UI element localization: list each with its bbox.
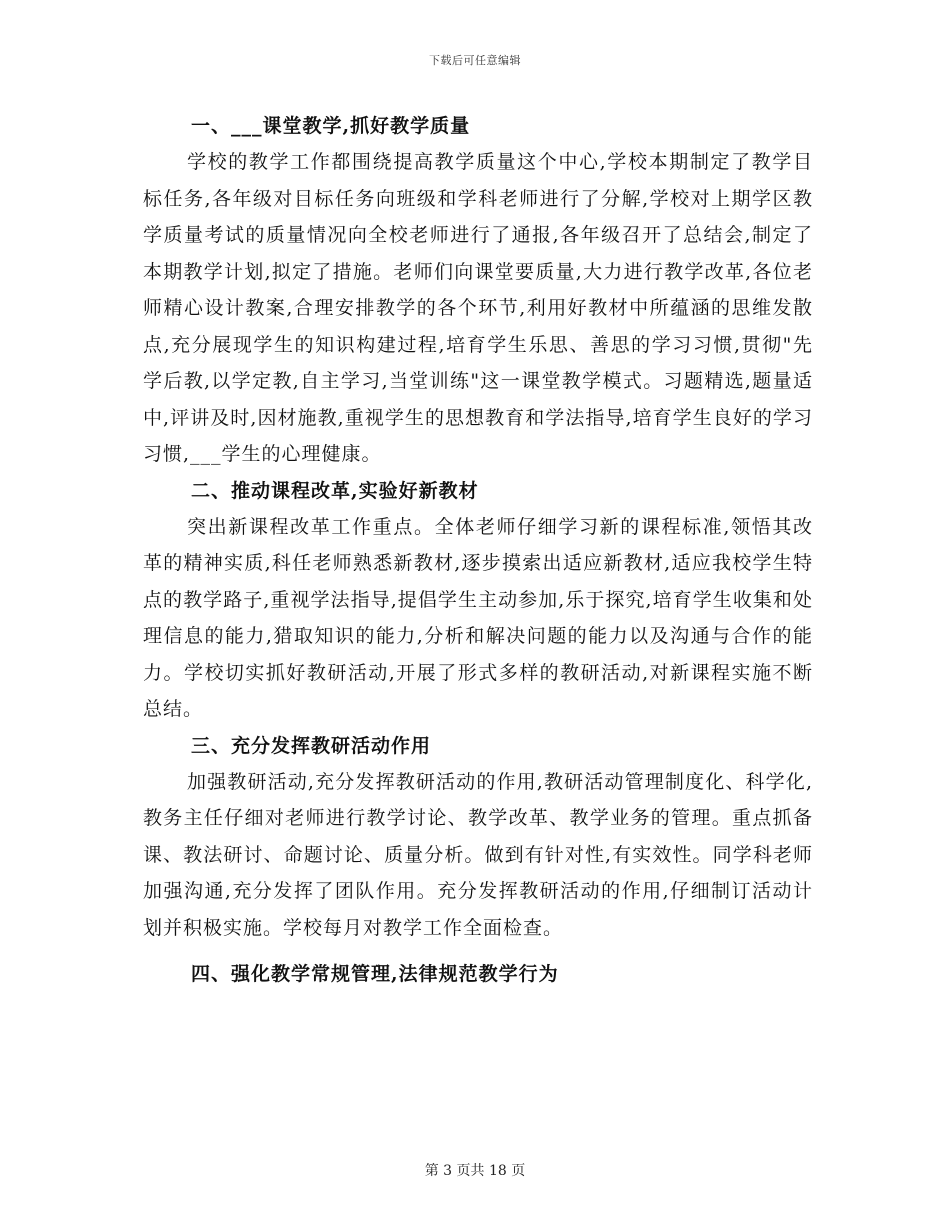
header-note: 下载后可任意编辑 — [429, 54, 521, 67]
document-body — [143, 108, 813, 992]
section-paragraph-1: 学校的教学工作都围绕提高教学质量这个中心,学校本期制定了教学目标任务,各年级对目标任务向班级和学科老师进行了分解,学校对上期学区教学质量考试的质量情况向全校老师进行了通报,各年级召开了总结会,制定了本期教学计划,拟定了措施。老师们向课堂要质量,大力进行教学改革,各位老师精心设计教案,合理安排教学的各个环节,利用好教材中所蕴涵的思维发散点,充分展现学生的知识构建过程,培育学生乐思、善思的学习习惯,贯彻"先学后教,以学定教,自主学习,当堂训练"这一课堂教学模式。习题精选,题量适中,评讲及时,因材施教,重视学生的思想教育和学法指导,培育学生良好的学习习惯,___学生的心理健康。 — [143, 151, 813, 465]
page-number-footer: 第 3 页共 18 页 — [424, 1163, 526, 1179]
section-paragraph-2: 突出新课程改革工作重点。全体老师仔细学习新的课程标准,领悟其改革的精神实质,科任老师熟悉新教材,逐步摸索出适应新教材,适应我校学生特点的教学路子,重视学法指导,提倡学生主动参加,乐于探究,培育学生收集和处理信息的能力,猎取知识的能力,分析和解决问题的能力以及沟通与合作的能力。学校切实抓好教研活动,开展了形式多样的教研活动,对新课程实施不断总结。 — [143, 515, 813, 720]
section-heading-2: 二、推动课程改革,实验好新教材 — [191, 479, 479, 502]
section-heading-1: 一、___课堂教学,抓好教学质量 — [191, 115, 471, 137]
section-paragraph-3: 加强教研活动,充分发挥教研活动的作用,教研活动管理制度化、科学化,教务主任仔细对老师进行教学讨论、教学改革、教学业务的管理。重点抓备课、教法研讨、命题讨论、质量分析。做到有针对性,有实效性。同学科老师加强沟通,充分发挥了团队作用。充分发挥教研活动的作用,仔细制订活动计划并积极实施。学校每月对教学工作全面检查。 — [143, 770, 813, 939]
section-heading-4: 四、强化教学常规管理,法律规范教学行为 — [191, 963, 559, 985]
section-heading-3: 三、充分发挥教研活动作用 — [191, 734, 432, 757]
spacer — [143, 946, 813, 956]
